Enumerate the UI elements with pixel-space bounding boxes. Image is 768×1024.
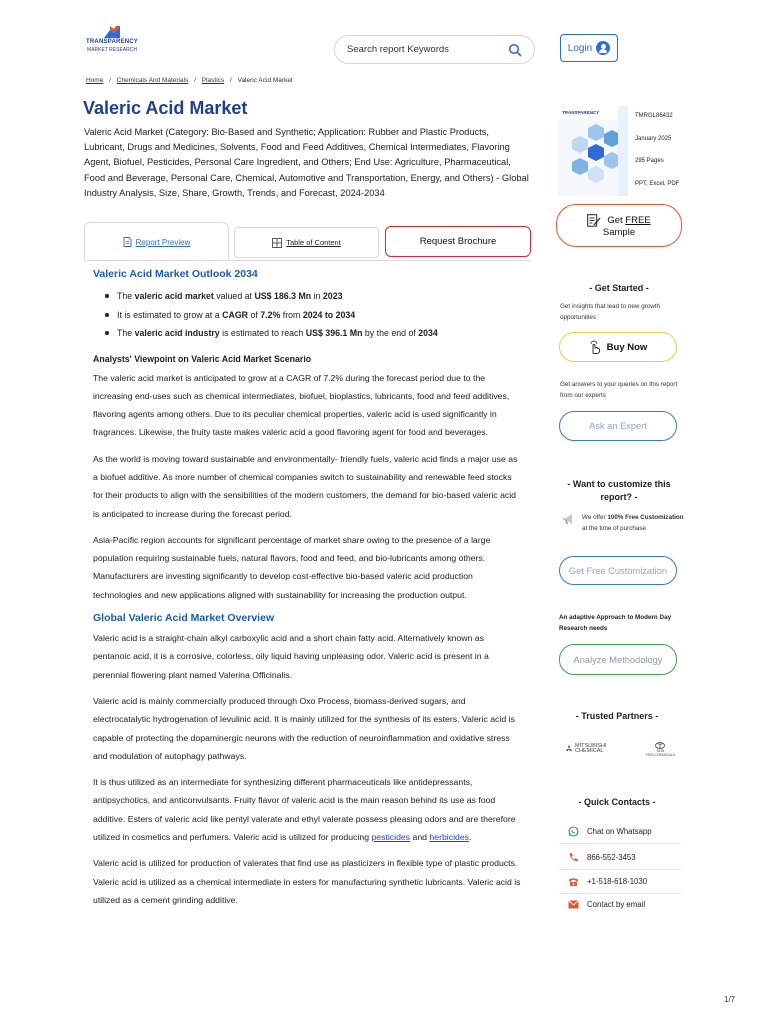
free-label: FREE bbox=[625, 214, 651, 226]
tab-table-of-content[interactable] bbox=[234, 227, 379, 258]
company-logo[interactable] bbox=[86, 26, 138, 66]
login-button[interactable] bbox=[560, 34, 618, 62]
tab-report-preview-label: Report Preview bbox=[135, 237, 191, 247]
logo-subtext: MARKET RESEARCH bbox=[87, 47, 137, 53]
customize-offer bbox=[562, 512, 687, 534]
breadcrumb-category[interactable]: Chemicals And Materials bbox=[116, 77, 189, 84]
search-box[interactable] bbox=[334, 35, 535, 64]
get-free-customization-button[interactable]: Get Free Customization bbox=[559, 556, 677, 585]
tata-emblem-icon bbox=[655, 742, 665, 749]
email-label: Contact by email bbox=[587, 900, 646, 909]
logo-text: TRANSPARENCY bbox=[86, 39, 138, 45]
get-free-sample-button[interactable] bbox=[556, 204, 682, 247]
buy-now-button[interactable] bbox=[559, 332, 677, 362]
divider bbox=[559, 843, 681, 844]
page-number: 1/7 bbox=[724, 995, 736, 1004]
phone-icon bbox=[568, 852, 579, 863]
phone2-contact[interactable] bbox=[568, 876, 647, 887]
search-input[interactable] bbox=[347, 44, 507, 55]
paragraph: The valeric acid market is anticipated to grow at a CAGR of 7.2% during the forecast period due to the increasing end-uses such as chemical intermediates, biofuel, bioplastics, lubricants, food and feed additives, flavoring agents among others. Due to its peculiar chemical properties, valeric acid is used significantly in fragrances. Likewise, the fruity taste makes valeric acid a good flavoring agent for food and beverages. bbox=[93, 372, 510, 438]
table-icon bbox=[272, 238, 282, 248]
customize-heading: - Want to customize this report? - bbox=[567, 479, 671, 502]
report-cover-image bbox=[558, 106, 628, 196]
report-date: January 2025 bbox=[635, 135, 672, 142]
hand-pointer-icon bbox=[589, 340, 601, 354]
mitsubishi-logo: MITSUBISHI CHEMICAL bbox=[565, 744, 611, 755]
trusted-partners-heading: - Trusted Partners - bbox=[575, 711, 659, 721]
outlook-heading: Valeric Acid Market Outlook 2034 bbox=[93, 268, 258, 280]
login-label: Login bbox=[567, 42, 593, 54]
divider bbox=[559, 893, 681, 894]
herbicides-link[interactable]: herbicides bbox=[429, 832, 470, 843]
phone-number-2: +1-518-618-1030 bbox=[587, 877, 648, 886]
ask-an-expert-button[interactable]: Ask an Expert bbox=[559, 411, 677, 441]
logo-mark-icon bbox=[104, 26, 120, 38]
breadcrumb bbox=[86, 77, 293, 84]
page-title: Valeric Acid Market bbox=[83, 98, 248, 118]
main-content bbox=[93, 268, 523, 917]
report-pages: 295 Pages bbox=[635, 158, 664, 164]
megaphone-icon bbox=[562, 512, 576, 526]
paragraph: Valeric acid is a straight-chain alkyl carboxylic acid and a short chain fatty acid. Alternatively known as pentanoic acid, it is a corrosive, colorless, oily liquid having unpleasing odor. Valeric acid is present in a perennial flowering plant named Valerina Officinalis. bbox=[93, 633, 489, 680]
analysts-heading: Analysts' Viewpoint on Valeric Acid Market Scenario bbox=[93, 353, 312, 364]
sample-label: Sample bbox=[602, 226, 636, 238]
paragraph: As the world is moving toward sustainable and environmentally- friendly fuels, valeric acid finds a major use as a biofuel additive. As more number of chemical companies switch to sustainability and renewable feed stocks for their products to align with the sensibilities of the modern customers, the demand for bio-based valeric acid is anticipated to increase during the forecast period. bbox=[93, 453, 518, 519]
partner-logos bbox=[565, 737, 675, 761]
paragraph: Valeric acid is mainly commercially produced through Oxo Process, biomass-derived sugars, and electrocatalytic hydrogenation of levulinic acid. It is mainly utilized for the synthesis of its esters. Valeric acid is capable of protecting the dopaminergic neurons with the reduction of neuroinflammation and oxidative stress and modulation of autophagy pathways. bbox=[93, 695, 515, 761]
quick-contacts-heading: - Quick Contacts - bbox=[578, 797, 656, 807]
breadcrumb-home[interactable]: Home bbox=[86, 77, 104, 84]
list-item: The valeric acid industry is estimated to reach US$ 396.1 Mn by the end of 2034 bbox=[105, 324, 523, 343]
report-formats: PPT, Excel, PDF bbox=[635, 180, 680, 187]
mitsubishi-diamonds-icon bbox=[565, 745, 573, 753]
report-code: TMRGL86432 bbox=[635, 113, 673, 119]
list-item: It is estimated to grow at a CAGR of 7.2% from 2024 to 2034 bbox=[105, 306, 523, 325]
outlook-list bbox=[105, 287, 523, 343]
phone-contact[interactable] bbox=[568, 852, 636, 863]
get-label: Get bbox=[607, 214, 623, 226]
document-icon bbox=[123, 237, 132, 247]
telephone-icon bbox=[568, 876, 579, 887]
answers-text: Get answers to your queries on this report from our experts bbox=[560, 381, 678, 399]
tab-report-preview[interactable] bbox=[84, 222, 229, 261]
breadcrumb-separator: / bbox=[229, 77, 232, 84]
insights-text: Get insights that lead to new growth opportunities bbox=[560, 303, 661, 321]
paragraph: Asia-Pacific region accounts for significant percentage of market share owing to the presence of a large population requiring sustainable fuels, natural flavors, food and feed, and bio-lubricants among others. Manufacturers are investing significantly to develop cost-effective bio-based valeric acid production technologies and new applications aligned with sustainability for increasing the production output. bbox=[93, 534, 491, 600]
adaptive-approach-text: An adaptive Approach to Modern Day Research needs bbox=[559, 614, 672, 632]
overview-heading: Global Valeric Acid Market Overview bbox=[93, 612, 275, 625]
pesticides-link[interactable]: pesticides bbox=[371, 832, 411, 843]
paragraph: It is thus utilized as an intermediate for synthesizing different pharmaceuticals like antidepressants, antipsychotics, and anticonvulsants. Fruity flavor of valeric acid is the main reason behind its use as food additive. Esters of valeric acid like pentyl valerate and ethyl valerate possess pleasing odors and are therefore utilized in cosmetics and perfumers. Valeric acid is utilized for producing pesticides and herbicides. bbox=[93, 777, 516, 843]
report-tabs bbox=[84, 222, 530, 262]
paragraph: Valeric acid is utilized for production of valerates that find use as plasticizers in flexible type of plastic products. Valeric acid is utilized as a chemical intermediate in esters for manufacturing synthetic lubricants. Valeric acid is utilized as a cement grinding additive. bbox=[93, 858, 521, 905]
phone-number: 866-552-3453 bbox=[587, 853, 636, 862]
report-meta bbox=[635, 113, 679, 203]
edit-document-icon bbox=[587, 214, 601, 227]
breadcrumb-separator: / bbox=[194, 77, 196, 84]
breadcrumb-subcategory[interactable]: Plastics bbox=[201, 77, 225, 84]
search-icon[interactable] bbox=[508, 43, 522, 57]
get-started-heading: - Get Started - bbox=[589, 283, 649, 293]
email-contact[interactable] bbox=[568, 900, 645, 909]
whatsapp-contact[interactable] bbox=[568, 826, 652, 837]
buy-now-label: Buy Now bbox=[606, 341, 648, 353]
divider bbox=[559, 869, 681, 870]
breadcrumb-current: Valeric Acid Market bbox=[237, 77, 293, 84]
breadcrumb-separator: / bbox=[109, 77, 111, 84]
email-icon bbox=[568, 900, 579, 909]
whatsapp-icon bbox=[568, 826, 579, 837]
svg-text:TRANSPARENCY: TRANSPARENCY bbox=[562, 110, 600, 115]
tata-chemicals-logo: TATA TATA CHEMICALS bbox=[646, 742, 675, 757]
request-brochure-button[interactable]: Request Brochure bbox=[385, 226, 531, 257]
whatsapp-label: Chat on Whatsapp bbox=[587, 827, 652, 836]
analyze-methodology-button[interactable]: Analyze Methodology bbox=[559, 644, 677, 675]
customize-offer-text: We offer 100% Free Customization at the time of purchase bbox=[582, 514, 684, 532]
list-item: The valeric acid market valued at US$ 186.3 Mn in 2023 bbox=[105, 287, 523, 306]
report-subtitle: Valeric Acid Market (Category: Bio-Based and Synthetic; Application: Rubber and Plastic Products, Lubricant, Drugs and Medicines, Solvents, Food and Feed Additives, Chemical Intermediates, Flavoring Agent, Biofuel, Pesticides, Personal Care Ingredient, and Others; End Use: Agriculture, Pharmaceutical, Food and Beverage, Personal Care, Chemical, Automotive and Transportation, Energy, and Others) - Global Industry Analysis, Size, Share, Growth, Trends, and Forecast, 2024-2034 bbox=[84, 127, 529, 198]
tabs-divider bbox=[84, 260, 530, 261]
user-icon bbox=[596, 41, 610, 55]
tab-table-of-content-label: Table of Content bbox=[286, 238, 341, 247]
